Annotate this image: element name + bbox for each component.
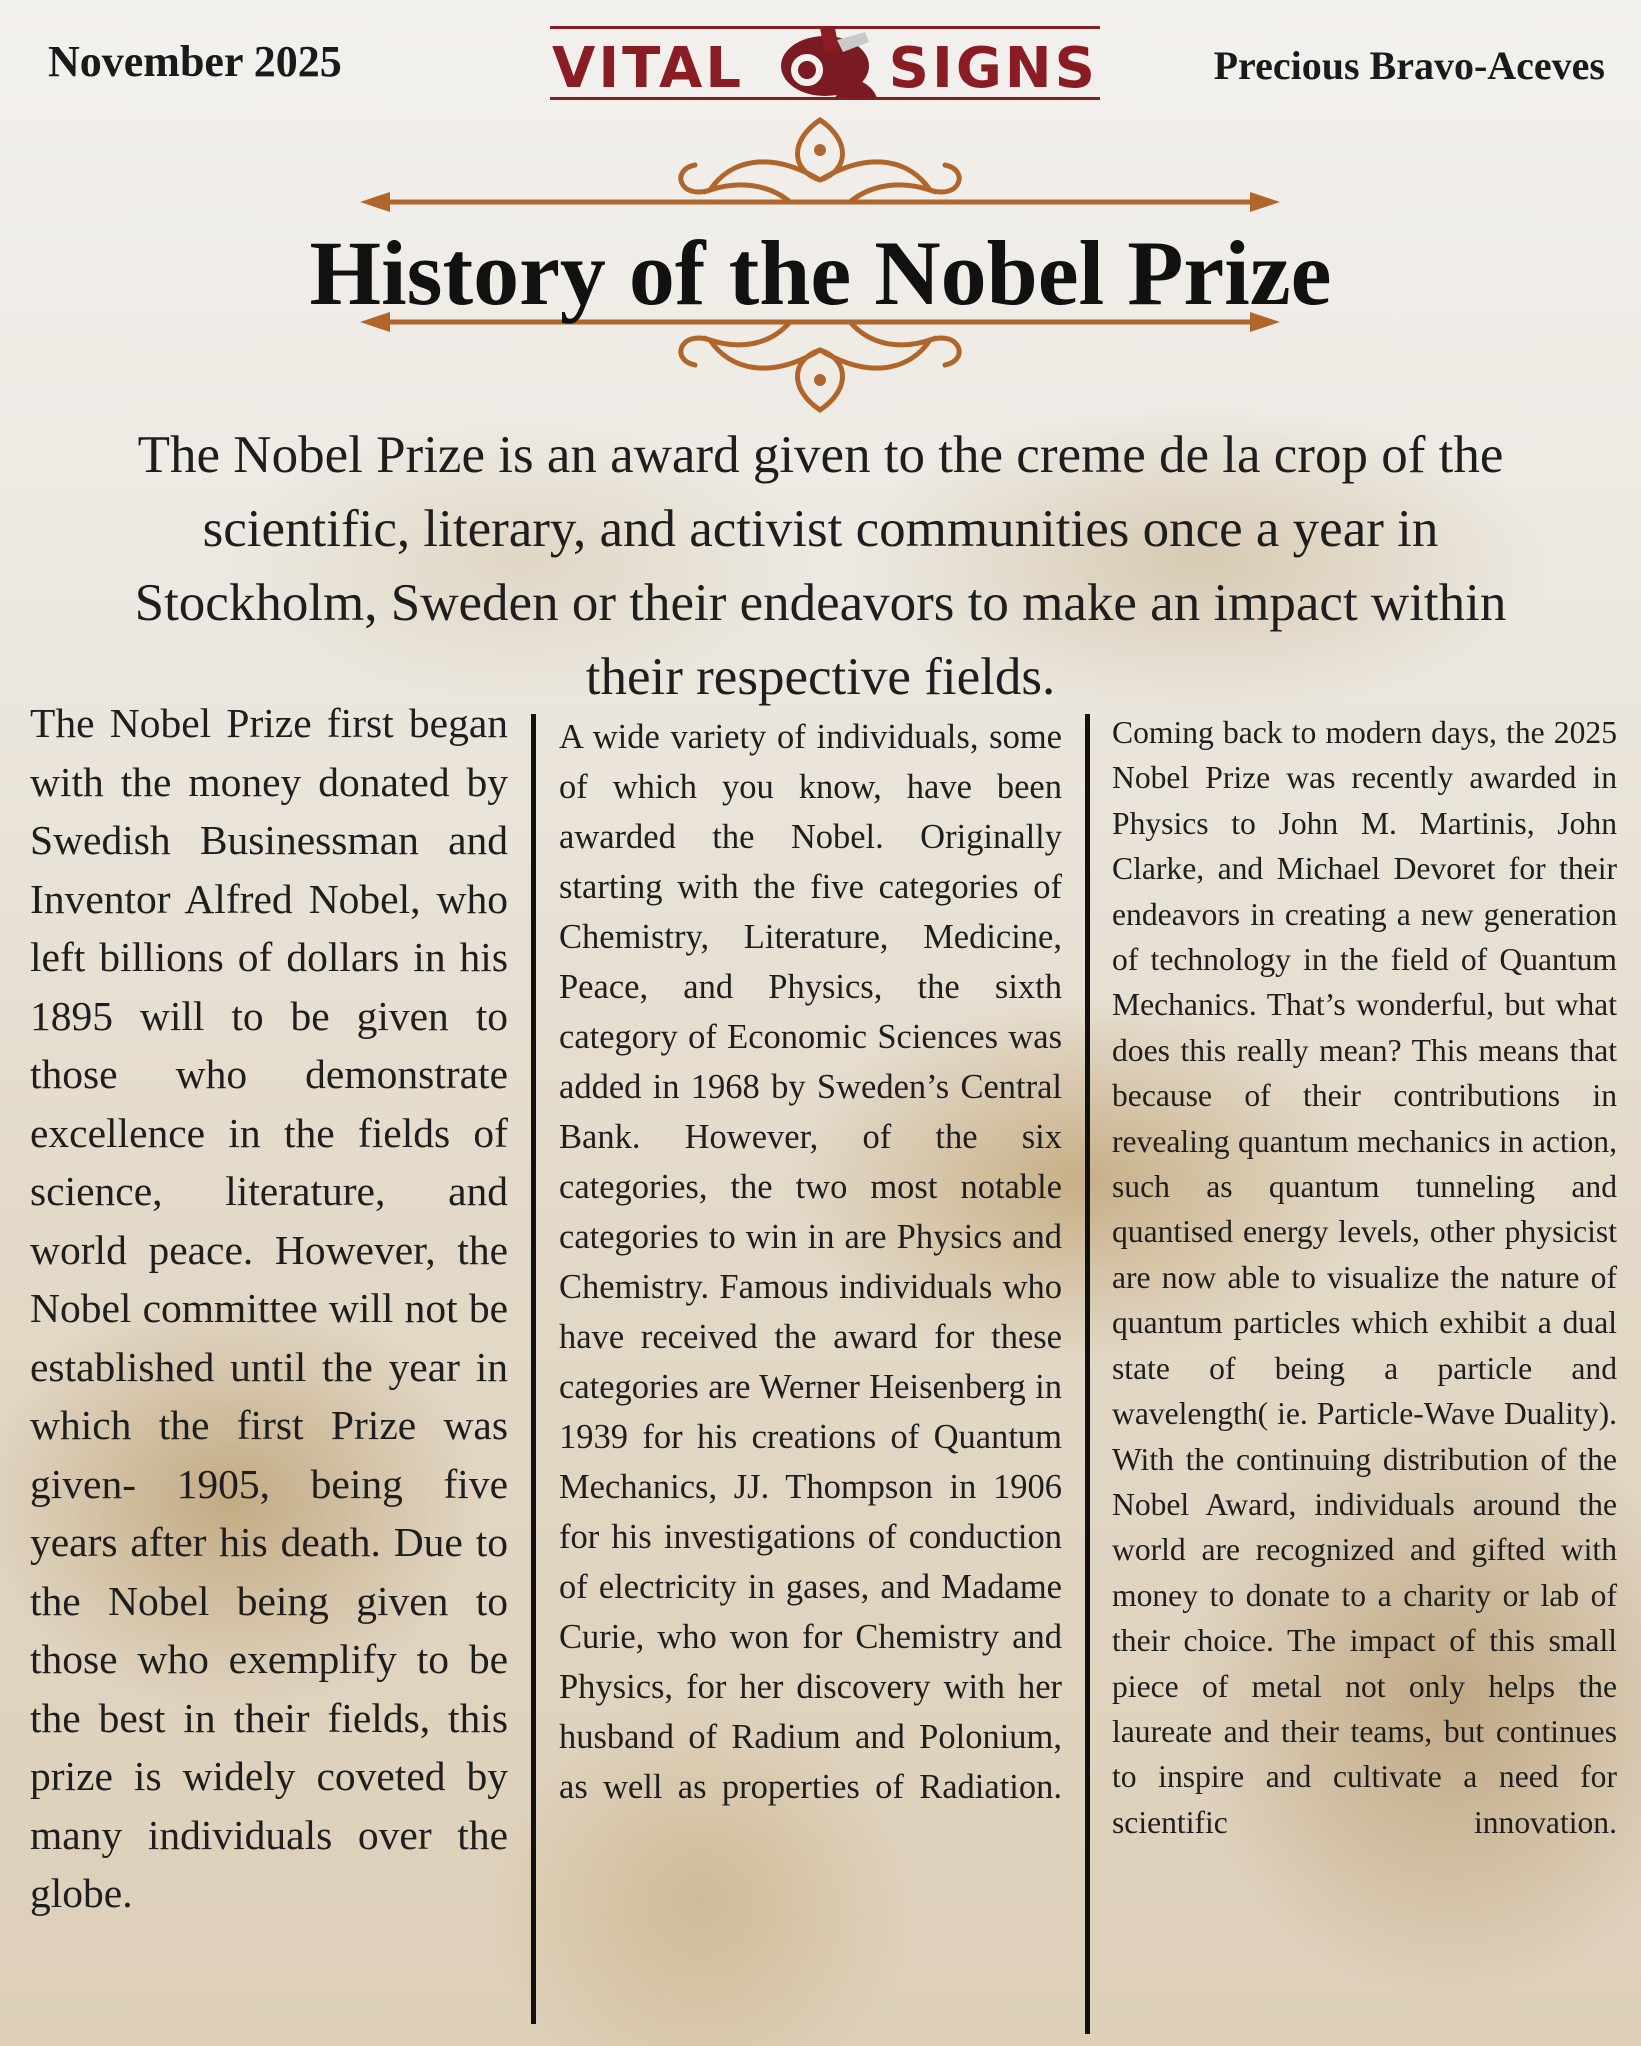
- logo-emblem-icon: [765, 20, 885, 106]
- article-column-1: The Nobel Prize first began with the money donated by Swedish Businessman and Inventor Alfred Nobel, who left billions of dollars in his 1895 will to be given to those who demonstrate excellence in the fields of science, literature, and world peace. However, the Nobel committee will not be established until the year in which the first Prize was given- 1905, being five years after his death. Due to the Nobel being given to those who exemplify to be the best in their fields, this prize is widely coveted by many individuals over the globe.: [30, 700, 508, 1916]
- column-divider: [1085, 714, 1090, 2034]
- article-column-3: Coming back to modern days, the 2025 Nobel Prize was recently awarded in Physics to John M. Martinis, John Clarke, and Michael Devoret for their endeavors in creating a new generation of technology in the field of Quantum Mechanics. That’s wonderful, but what does this really mean? This means that because of their contributions in revealing quantum mechanics in action, such as quantum tunneling and quantised energy levels, other physicist are now able to visualize the nature of quantum particles which exhibit a dual state of being a particle and wavelength( ie. Particle-Wave Duality). With the continuing distribution of the Nobel Award, individuals around the world are recognized and gifted with money to donate to a charity or lab of their choice. The impact of this small piece of metal not only helps the laureate and their teams, but continues to inspire and cultivate a need for scientific innovation.: [1112, 715, 1617, 1840]
- page-title: History of the Nobel Prize: [309, 222, 1332, 324]
- vital-signs-logo: [550, 18, 1100, 108]
- issue-date: November 2025: [48, 37, 342, 86]
- article-column-2: A wide variety of individuals, some of which you know, have been awarded the Nobel. Originally starting with the five categories of Chemistry, Literature, Medicine, Peace, and Physics, the sixth category of Economic Sciences was added in 1968 by Sweden’s Central Bank. However, of the six categories, the two most notable categories to win in are Physics and Chemistry. Famous individuals who have received the award for these categories are Werner Heisenberg in 1939 for his creations of Quantum Mechanics, JJ. Thompson in 1906 for his investigations of conduction of electricity in gases, and Madame Curie, who won for Chemistry and Physics, for her discovery with her husband of Radium and Polonium, as well as properties of Radiation.: [559, 718, 1062, 1806]
- author-name: Precious Bravo-Aceves: [1213, 43, 1605, 88]
- logo-text-left: VITAL: [552, 36, 745, 101]
- logo-text-right: SIGNS: [888, 36, 1098, 101]
- intro-paragraph: The Nobel Prize is an award given to the creme de la crop of the scientific, literary, and activist communities once a year in Stockholm, Sweden or their endeavors to make an impact within their respective fields.: [134, 426, 1507, 706]
- column-divider: [531, 714, 536, 2024]
